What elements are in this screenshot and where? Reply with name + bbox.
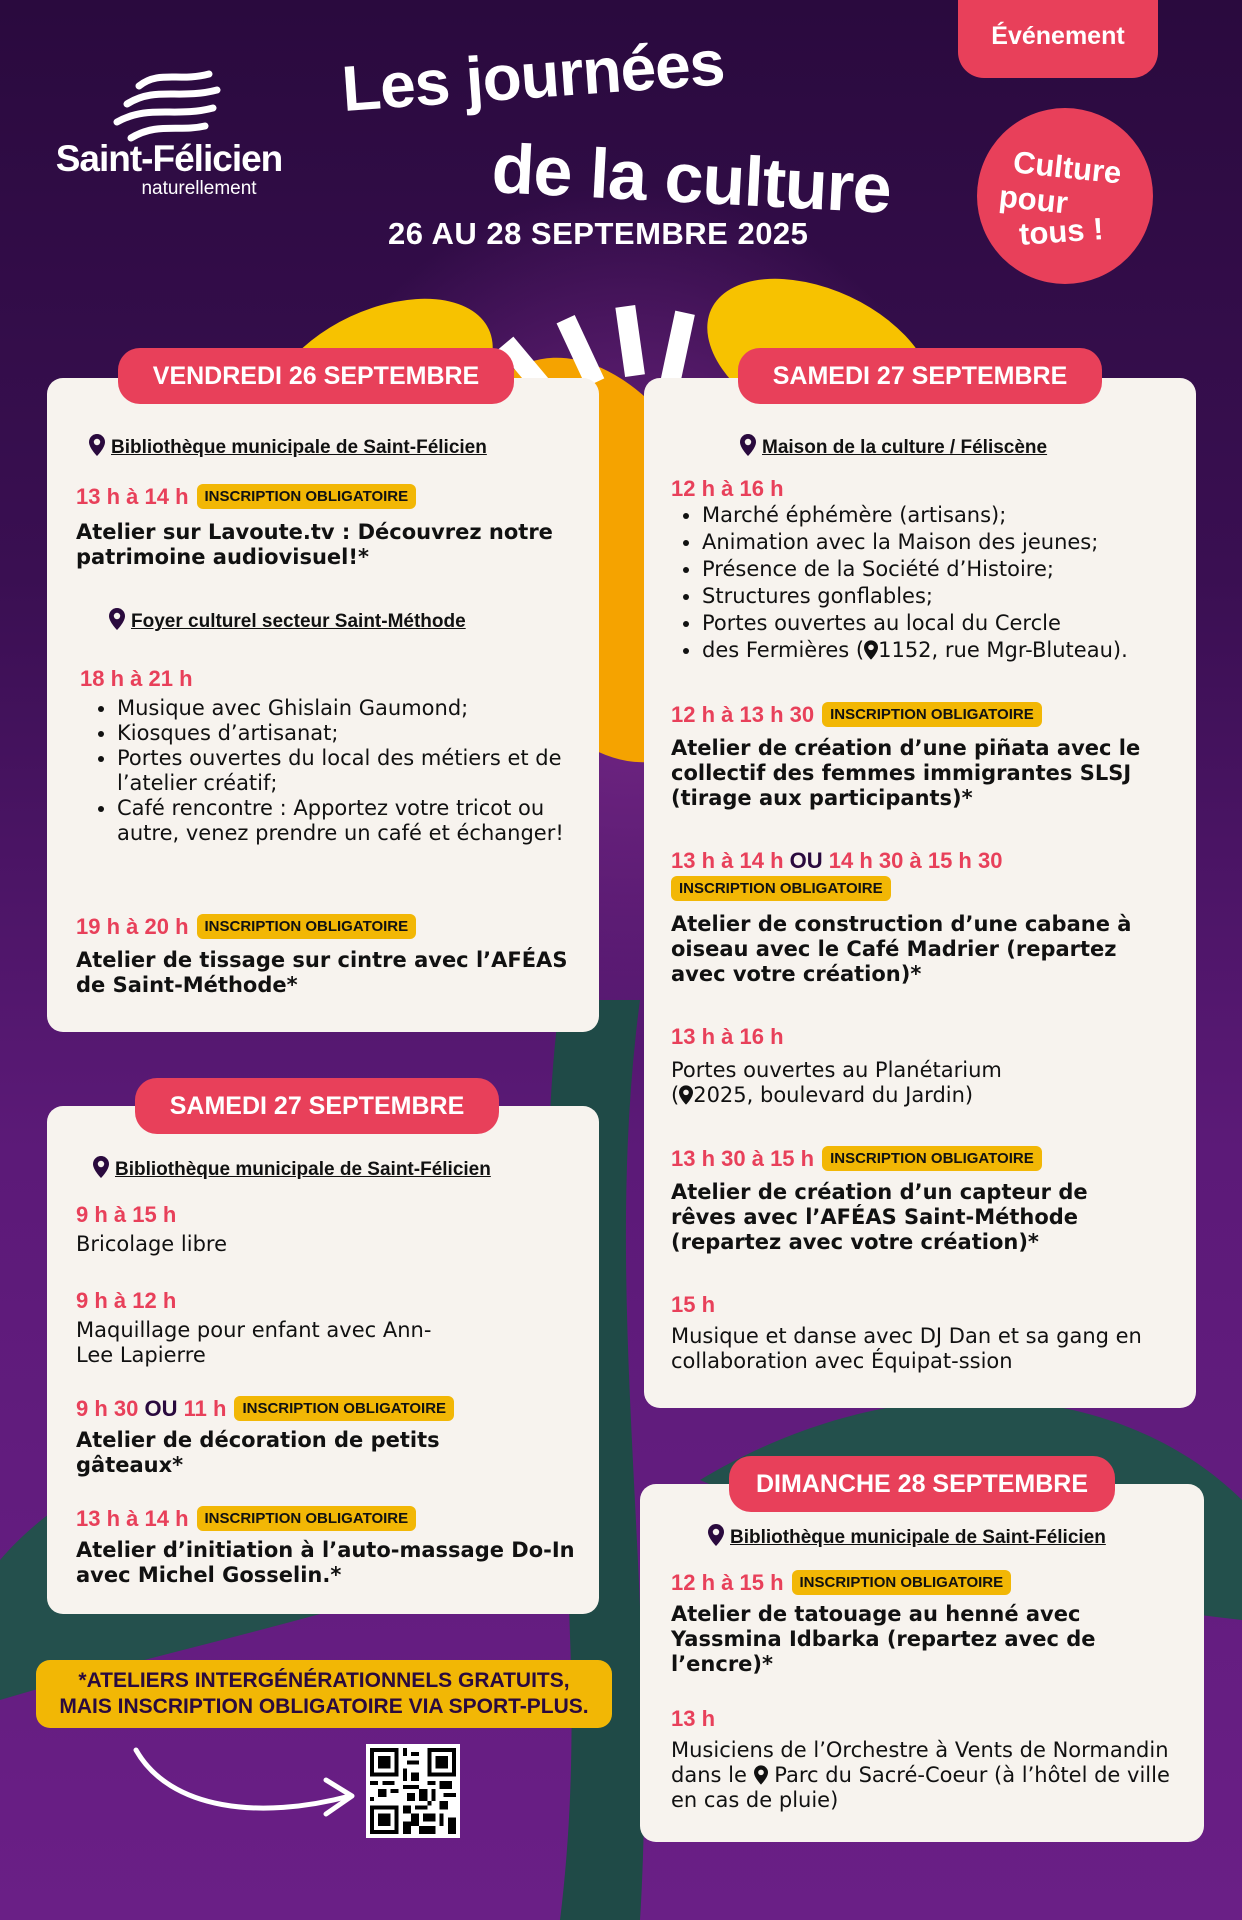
circle-line-2: pour	[997, 178, 1070, 221]
time-text: 19 h à 20 h	[76, 914, 189, 939]
sunday-event-1-desc: Atelier de tatouage au henné avec Yassmina Idbarka (repartez avec de l’encre)*	[671, 1602, 1096, 1676]
saturday-left-location	[93, 1156, 491, 1181]
desc-text: (	[671, 1083, 680, 1107]
friday-location-2	[109, 608, 466, 633]
time-text: 12 h à 13 h 30	[671, 702, 815, 727]
time-text: 13 h à 14 h	[76, 484, 189, 509]
qr-code[interactable]	[366, 1744, 460, 1838]
saturday-right-location	[740, 434, 1047, 459]
logo-name: Saint-Félicien	[55, 138, 283, 179]
saturday-left-day-header: SAMEDI 27 SEPTEMBRE	[135, 1078, 499, 1134]
list-item: • Musique avec Ghislain Gaumond;	[117, 696, 597, 721]
list-item-text: des Fermières (	[702, 638, 865, 662]
qr-code-icon	[370, 1748, 456, 1834]
sunday-event-2-desc	[671, 1738, 1181, 1813]
desc-text: Musiciens de l’Orchestre à Vents de Normandin dans le	[671, 1738, 1169, 1787]
registration-badge: INSCRIPTION OBLIGATOIRE	[234, 1396, 454, 1421]
sat-right-event-2-desc: Atelier de création d’une piñata avec le collectif des femmes immigrantes SLSJ (tirage aux participants)*	[671, 736, 1141, 810]
sat-right-event-3-time	[671, 848, 1002, 874]
friday-location-1-label: Bibliothèque municipale de Saint-Félicien	[111, 437, 487, 458]
logo-waves-icon	[109, 68, 229, 142]
location-pin-icon	[679, 1085, 693, 1105]
list-item: • Structures gonflables;	[702, 583, 1222, 610]
sat-right-event-6-time: 15 h	[671, 1292, 716, 1317]
registration-badge: INSCRIPTION OBLIGATOIRE	[822, 1146, 1042, 1171]
registration-badge: INSCRIPTION OBLIGATOIRE	[822, 702, 1042, 727]
friday-event-2-list	[89, 696, 597, 846]
sat-left-event-4-desc: Atelier d’initiation à l’auto-massage Do-In avec Michel Gosselin.*	[76, 1538, 575, 1587]
desc-text: Parc du Sacré-Coeur (à l’hôtel de ville en cas de pluie)	[671, 1763, 1170, 1812]
list-item-text: 1152, rue Mgr-Bluteau).	[878, 638, 1128, 662]
desc-text: Portes ouvertes au Planétarium	[671, 1058, 1002, 1082]
sunday-card	[640, 1484, 1204, 1842]
circle-line-1: Culture	[1011, 144, 1124, 191]
logo-tagline: naturellement	[141, 178, 257, 199]
circle-line-3: tous !	[1017, 211, 1105, 252]
friday-event-1-time	[76, 484, 416, 510]
event-dates: 26 AU 28 SEPTEMBRE 2025	[388, 216, 809, 251]
saturday-right-day-header: SAMEDI 27 SEPTEMBRE	[738, 348, 1102, 404]
friday-event-3-desc: Atelier de tissage sur cintre avec l’AFÉAS de Saint-Méthode*	[76, 948, 568, 997]
sat-right-event-6-desc: Musique et danse avec DJ Dan et sa gang en collaboration avec Équipat-ssion	[671, 1324, 1142, 1373]
time-text: 13 h à 14 h	[76, 1506, 189, 1531]
logo	[44, 68, 294, 200]
footer-note-line-1: *ATELIERS INTERGÉNÉRATIONNELS GRATUITS,	[78, 1669, 570, 1692]
registration-badge: INSCRIPTION OBLIGATOIRE	[197, 914, 417, 939]
location-pin-icon	[109, 608, 125, 630]
registration-badge: INSCRIPTION OBLIGATOIRE	[197, 484, 417, 509]
footer-note	[36, 1660, 612, 1728]
sat-left-event-3-time	[76, 1396, 454, 1422]
sat-right-event-4-desc	[671, 1058, 1181, 1108]
registration-badge: INSCRIPTION OBLIGATOIRE	[671, 876, 891, 901]
saturday-right-card	[644, 378, 1196, 1408]
time-text: 9 h 30	[76, 1396, 139, 1421]
sat-right-event-2-time	[671, 702, 1042, 728]
time-text: 12 h à 15 h	[671, 1570, 784, 1595]
saturday-left-card	[47, 1106, 599, 1614]
sat-right-event-4-time: 13 h à 16 h	[671, 1024, 784, 1049]
sunday-event-1-time	[671, 1570, 1011, 1596]
list-item: • Présence de la Société d’Histoire;	[702, 556, 1222, 583]
time-text: 13 h 30 à 15 h	[671, 1146, 815, 1171]
title-line-1: Les journées	[339, 26, 727, 125]
sat-left-event-1-time: 9 h à 15 h	[76, 1202, 177, 1227]
location-pin-icon	[864, 640, 878, 660]
list-item: • Portes ouvertes du local des métiers et de l’atelier créatif;	[117, 746, 597, 796]
list-item: • Kiosques d’artisanat;	[117, 721, 597, 746]
sat-right-event-1-list	[674, 502, 1222, 664]
sunday-event-2-time: 13 h	[671, 1706, 716, 1731]
friday-location-2-label: Foyer culturel secteur Saint-Méthode	[131, 611, 466, 632]
sat-right-event-3-desc: Atelier de construction d’une cabane à oiseau avec le Café Madrier (repartez avec votre création)*	[671, 912, 1132, 986]
footer-note-line-2: MAIS INSCRIPTION OBLIGATOIRE VIA SPORT-PLUS.	[59, 1695, 589, 1718]
sat-right-event-5-time	[671, 1146, 1042, 1172]
sunday-day-header: DIMANCHE 28 SEPTEMBRE	[729, 1456, 1115, 1512]
list-item: • Marché éphémère (artisans);	[702, 502, 1222, 529]
list-item: • Portes ouvertes au local du Cercle	[702, 610, 1222, 637]
list-item: • Animation avec la Maison des jeunes;	[702, 529, 1222, 556]
arrow-icon	[130, 1740, 360, 1840]
friday-card	[47, 378, 599, 1032]
sunday-location-label: Bibliothèque municipale de Saint-Félicien	[730, 1527, 1106, 1548]
desc-text: 2025, boulevard du Jardin)	[693, 1083, 974, 1107]
time-text: 14 h 30 à 15 h 30	[828, 848, 1003, 873]
friday-location-1	[89, 434, 487, 459]
sat-left-event-1-desc: Bricolage libre	[76, 1232, 227, 1256]
time-text: 11 h	[183, 1396, 227, 1421]
location-pin-icon	[754, 1765, 768, 1785]
registration-badge: INSCRIPTION OBLIGATOIRE	[792, 1570, 1012, 1595]
sat-right-event-5-desc: Atelier de création d’un capteur de rêves avec l’AFÉAS Saint-Méthode (repartez avec votre création)*	[671, 1180, 1088, 1254]
sat-left-event-4-time	[76, 1506, 416, 1532]
saturday-left-location-label: Bibliothèque municipale de Saint-Félicien	[115, 1159, 491, 1180]
culture-pour-tous-badge	[977, 108, 1153, 284]
list-item: • Café rencontre : Apportez votre tricot ou autre, venez prendre un café et échanger!	[117, 796, 597, 846]
sat-right-event-1-time: 12 h à 16 h	[671, 476, 784, 501]
saturday-right-location-label: Maison de la culture / Féliscène	[762, 437, 1048, 458]
registration-badge: INSCRIPTION OBLIGATOIRE	[197, 1506, 417, 1531]
location-pin-icon	[89, 434, 105, 456]
friday-event-2-time: 18 h à 21 h	[80, 666, 193, 691]
location-pin-icon	[708, 1524, 724, 1546]
time-text: 13 h à 14 h	[671, 848, 784, 873]
sat-left-event-2-time: 9 h à 12 h	[76, 1288, 177, 1313]
list-item	[702, 637, 1222, 664]
friday-event-3-time	[76, 914, 416, 940]
location-pin-icon	[740, 434, 756, 456]
sunday-location	[708, 1524, 1106, 1549]
sat-left-event-2-desc: Maquillage pour enfant avec Ann-Lee Lapierre	[76, 1318, 432, 1367]
friday-day-header: VENDREDI 26 SEPTEMBRE	[118, 348, 514, 404]
or-text: OU	[789, 848, 823, 873]
friday-event-1-desc: Atelier sur Lavoute.tv : Découvrez notre patrimoine audiovisuel!*	[76, 520, 553, 569]
sat-left-event-3-desc: Atelier de décoration de petits gâteaux*	[76, 1428, 440, 1477]
event-tag: Événement	[958, 0, 1158, 78]
sat-right-event-3-badge-row	[663, 876, 891, 902]
or-text: OU	[144, 1396, 178, 1421]
location-pin-icon	[93, 1156, 109, 1178]
title-line-2: de la culture	[489, 129, 893, 228]
